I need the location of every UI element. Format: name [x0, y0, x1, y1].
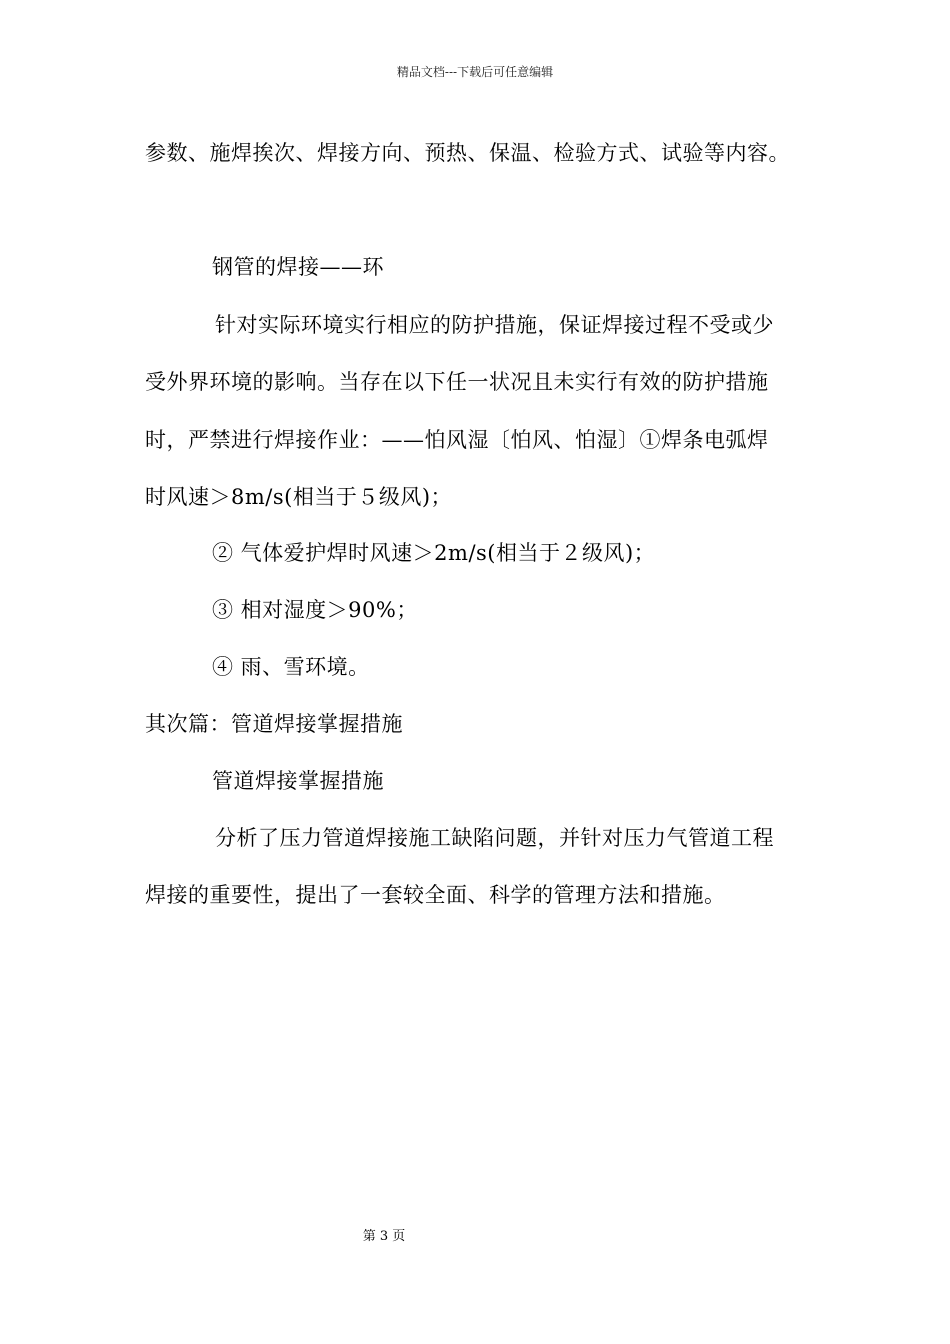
- body-line-3: 针对实际环境实行相应的防护措施，保证焊接过程不受或少: [215, 313, 774, 337]
- list-item-4: ④ 雨、雪环境。: [212, 655, 370, 679]
- section-heading-control-measures: 管道焊接掌握措施: [212, 769, 384, 793]
- body-line-13: 焊接的重要性，提出了一套较全面、科学的管理方法和措施。: [145, 883, 726, 907]
- section-heading-steel-pipe: 钢管的焊接——环: [212, 255, 384, 279]
- list-item-2: ② 气体爱护焊时风速＞2m/s(相当于２级风)；: [212, 541, 656, 565]
- body-line-6: 时风速＞8m/s(相当于５级风)；: [145, 485, 453, 509]
- page-number: 第 3 页: [362, 1229, 406, 1244]
- body-line-4: 受外界环境的影响。当存在以下任一状况且未实行有效的防护措施: [145, 370, 769, 394]
- body-line-1: 参数、施焊挨次、焊接方向、预热、保温、检验方式、试验等内容。: [145, 141, 790, 165]
- body-line-12: 分析了压力管道焊接施工缺陷问题，并针对压力气管道工程: [215, 826, 774, 850]
- chapter-heading: 其次篇：管道焊接掌握措施: [145, 712, 403, 736]
- body-line-5: 时，严禁进行焊接作业：——怕风湿〔怕风、怕湿〕①焊条电弧焊: [145, 428, 769, 452]
- page-header: 精品文档---下载后可任意编辑: [396, 65, 554, 79]
- list-item-3: ③ 相对湿度＞90%；: [212, 598, 418, 622]
